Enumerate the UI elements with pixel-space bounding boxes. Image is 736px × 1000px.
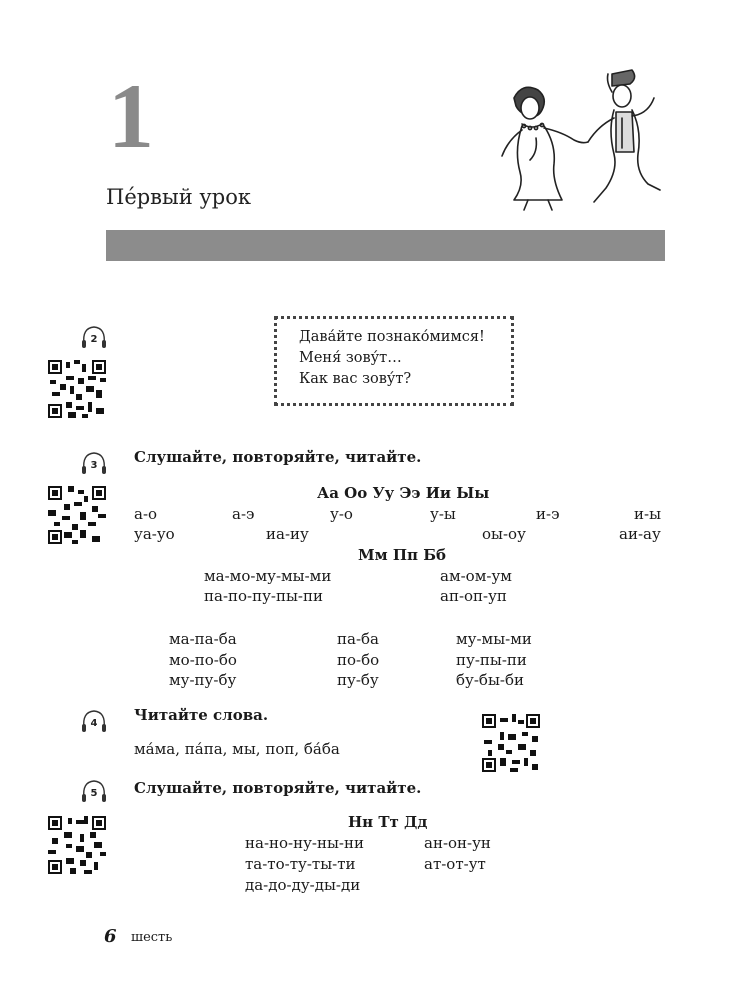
qr-code[interactable] (482, 714, 540, 772)
exercise-5-title: Слушайте, повторяйте, читайте. (134, 779, 422, 797)
syllable-series: та-то-ту-ты-ти (245, 855, 356, 873)
headphones-icon[interactable] (80, 450, 108, 476)
track-number: 4 (90, 718, 98, 729)
syllable-pair: и-э (536, 505, 560, 523)
qr-code[interactable] (48, 816, 106, 874)
syllable-series: ма-па-ба (169, 630, 237, 648)
syllable-pair: а-о (134, 505, 158, 523)
exercise-4-title: Читайте слова. (134, 706, 269, 724)
syllable-series: ап-оп-уп (440, 587, 507, 605)
page-number-word: шесть (131, 930, 173, 945)
syllable-pair: оы-оу (482, 525, 526, 543)
syllable-series: ма-мо-му-мы-ми (204, 567, 332, 585)
dancing-couple-illustration (492, 68, 668, 214)
syllable-pair: иа-иу (266, 525, 309, 543)
vowels-header: Аа Оо Уу Ээ Ии Ыы (317, 484, 490, 502)
syllable-series: мо-по-бо (169, 651, 237, 669)
lesson-title: Пе́рвый урок (106, 185, 251, 209)
syllable-series: пу-пы-пи (456, 651, 527, 669)
syllable-series: на-но-ну-ны-ни (245, 834, 364, 852)
syllable-pair: а-э (232, 505, 255, 523)
dialog-box (274, 316, 514, 406)
dialog-line: Меня́ зову́т… (299, 350, 402, 366)
exercise-3-title: Слушайте, повторяйте, читайте. (134, 448, 422, 466)
syllable-series: бу-бы-би (456, 671, 524, 689)
syllable-series: му-пу-бу (169, 671, 237, 689)
consonants-header: Нн Тт Дд (348, 813, 428, 831)
syllable-pair: и-ы (634, 505, 662, 523)
track-number: 2 (90, 334, 98, 345)
consonants-header: Мм Пп Бб (358, 546, 447, 564)
track-number: 5 (90, 788, 98, 799)
syllable-series: по-бо (337, 651, 380, 669)
headphones-icon[interactable] (80, 708, 108, 734)
syllable-pair: у-о (330, 505, 353, 523)
syllable-series: ат-от-ут (424, 855, 486, 873)
word-list: ма́ма, па́па, мы, поп, ба́ба (134, 740, 340, 758)
headphones-icon[interactable] (80, 324, 108, 350)
qr-code[interactable] (48, 360, 106, 418)
dialog-line: Дава́йте познако́мимся! (299, 329, 485, 345)
syllable-series: ан-он-ун (424, 834, 491, 852)
lesson-number: 1 (108, 65, 154, 167)
syllable-series: да-до-ду-ды-ди (245, 876, 361, 894)
qr-code[interactable] (48, 486, 106, 544)
dialog-line: Как вас зову́т? (299, 371, 412, 387)
header-bar (106, 230, 665, 261)
track-number: 3 (90, 460, 98, 471)
syllable-series: па-по-пу-пы-пи (204, 587, 323, 605)
syllable-pair: уа-уо (134, 525, 175, 543)
syllable-series: му-мы-ми (456, 630, 532, 648)
headphones-icon[interactable] (80, 778, 108, 804)
syllable-series: па-ба (337, 630, 379, 648)
syllable-series: пу-бу (337, 671, 379, 689)
syllable-pair: аи-ау (619, 525, 661, 543)
syllable-series: ам-ом-ум (440, 567, 512, 585)
syllable-pair: у-ы (430, 505, 456, 523)
page-number: 6 (104, 926, 117, 947)
